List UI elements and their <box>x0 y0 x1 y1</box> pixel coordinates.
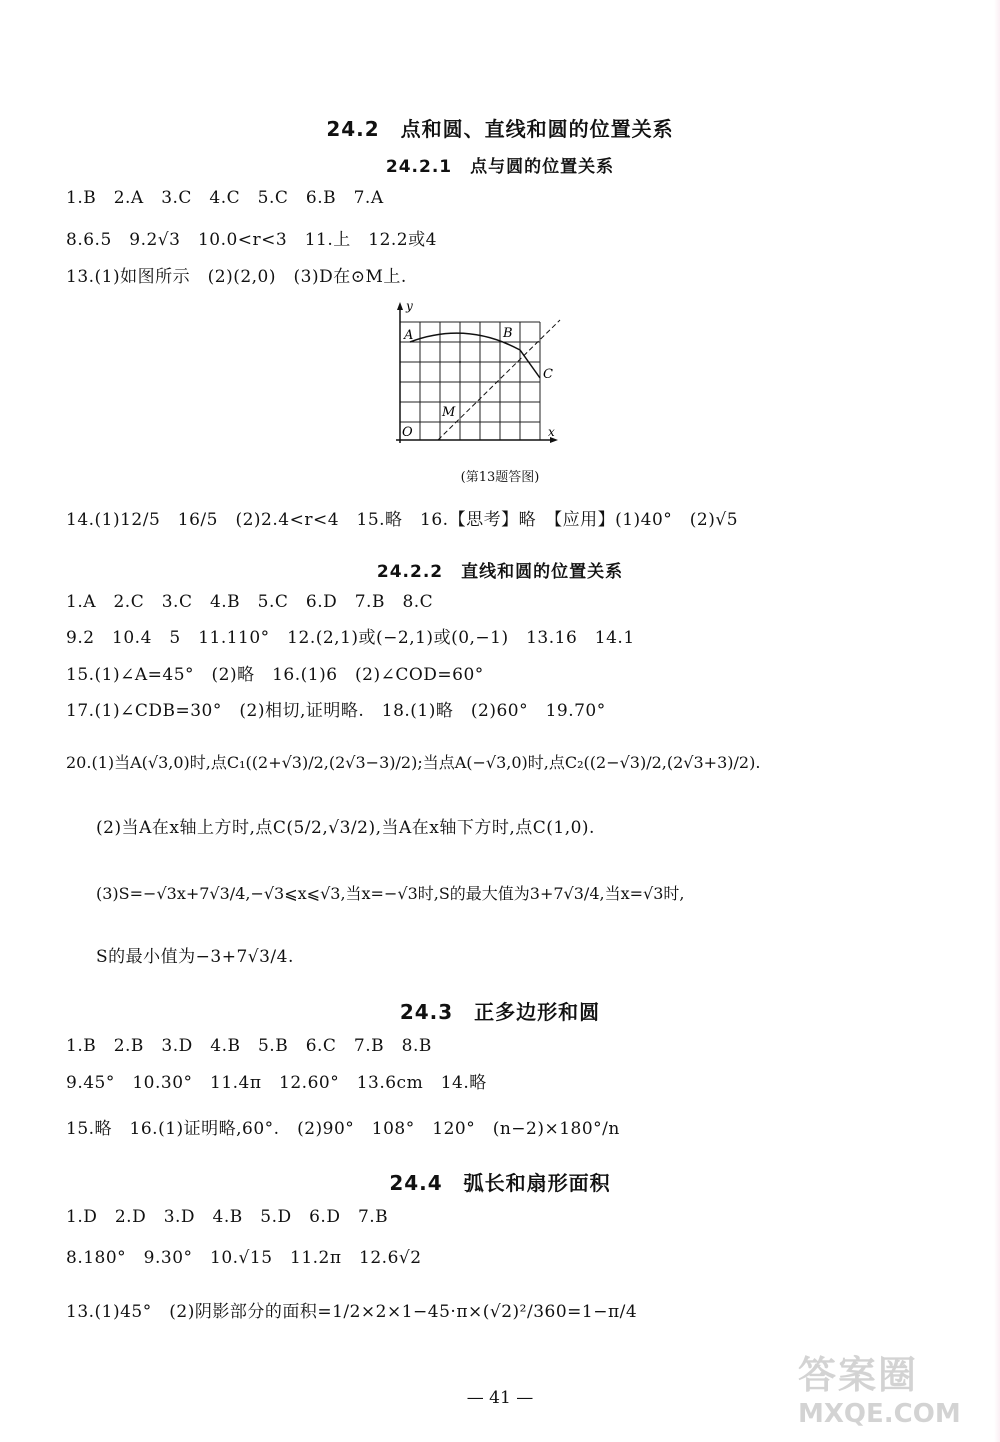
answer-line: 13.(1)如图所示 (2)(2,0) (3)D在⊙M上. <box>66 267 407 287</box>
section-24-4-title: 24.4 弧长和扇形面积 <box>389 1171 611 1195</box>
point-a-label: A <box>404 328 414 343</box>
answer-line: 20.(1)当A(√3,0)时,点C₁((2+√3)/2,(2√3−3)/2);当点A(−√3,0)时,点C₂((2−√3)/2,(2√3+3)/2). <box>66 753 761 772</box>
figure-caption: (第13题答图) <box>460 470 540 485</box>
point-c-label: C <box>543 367 553 382</box>
section-24-2-title: 24.2 点和圆、直线和圆的位置关系 <box>326 117 674 141</box>
answer-line: (2)当A在x轴上方时,点C(5/2,√3/2),当A在x轴下方时,点C(1,0). <box>96 818 595 838</box>
answer-line: 17.(1)∠CDB=30° (2)相切,证明略. 18.(1)略 (2)60° 19.70° <box>66 701 606 721</box>
origin-label: O <box>402 425 413 440</box>
answer-line: 14.(1)12/5 16/5 (2)2.4<r<4 15.略 16.【思考】略 【应用】(1)40° (2)√5 <box>66 510 739 530</box>
subsection-24-2-2-title: 24.2.2 直线和圆的位置关系 <box>376 562 624 582</box>
answer-line: 1.B 2.A 3.C 4.C 5.C 6.B 7.A <box>66 188 384 208</box>
axis-label-y: y <box>406 299 413 313</box>
answer-line: 13.(1)45° (2)阴影部分的面积=1/2×2×1−45·π×(√2)²/360=1−π/4 <box>66 1302 638 1322</box>
section-24-3-title: 24.3 正多边形和圆 <box>399 1000 601 1024</box>
figure-13-grid <box>392 298 572 448</box>
point-b-label: B <box>503 326 513 341</box>
page-number: — 41 — <box>466 1388 534 1408</box>
answer-line: 15.略 16.(1)证明略,60°. (2)90° 108° 120° (n−2)×180°/n <box>66 1119 620 1139</box>
answer-line: 1.A 2.C 3.C 4.B 5.C 6.D 7.B 8.C <box>66 592 434 612</box>
answer-line: 8.6.5 9.2√3 10.0<r<3 11.上 12.2或4 <box>66 230 437 250</box>
answer-line: 15.(1)∠A=45° (2)略 16.(1)6 (2)∠COD=60° <box>66 665 484 685</box>
point-m-label: M <box>442 405 456 420</box>
subsection-24-2-1-title: 24.2.1 点与圆的位置关系 <box>385 157 615 177</box>
answer-line: 8.180° 9.30° 10.√15 11.2π 12.6√2 <box>66 1248 422 1268</box>
page-edge <box>994 0 1000 1442</box>
watermark-logo: 答案圈 <box>798 1353 919 1397</box>
answer-line: 1.D 2.D 3.D 4.B 5.D 6.D 7.B <box>66 1207 389 1227</box>
answer-line: 9.2 10.4 5 11.110° 12.(2,1)或(−2,1)或(0,−1) 13.16 14.1 <box>66 628 635 648</box>
answer-line: 9.45° 10.30° 11.4π 12.60° 13.6cm 14.略 <box>66 1073 487 1093</box>
watermark-url: MXQE.COM <box>798 1399 961 1429</box>
answer-line: (3)S=−√3x+7√3/4,−√3⩽x⩽√3,当x=−√3时,S的最大值为3+7√3/4,当x=√3时, <box>96 884 685 903</box>
answer-line: 1.B 2.B 3.D 4.B 5.B 6.C 7.B 8.B <box>66 1036 432 1056</box>
answer-line: S的最小值为−3+7√3/4. <box>96 947 294 967</box>
axis-label-x: x <box>548 425 555 439</box>
watermark <box>798 1344 978 1430</box>
